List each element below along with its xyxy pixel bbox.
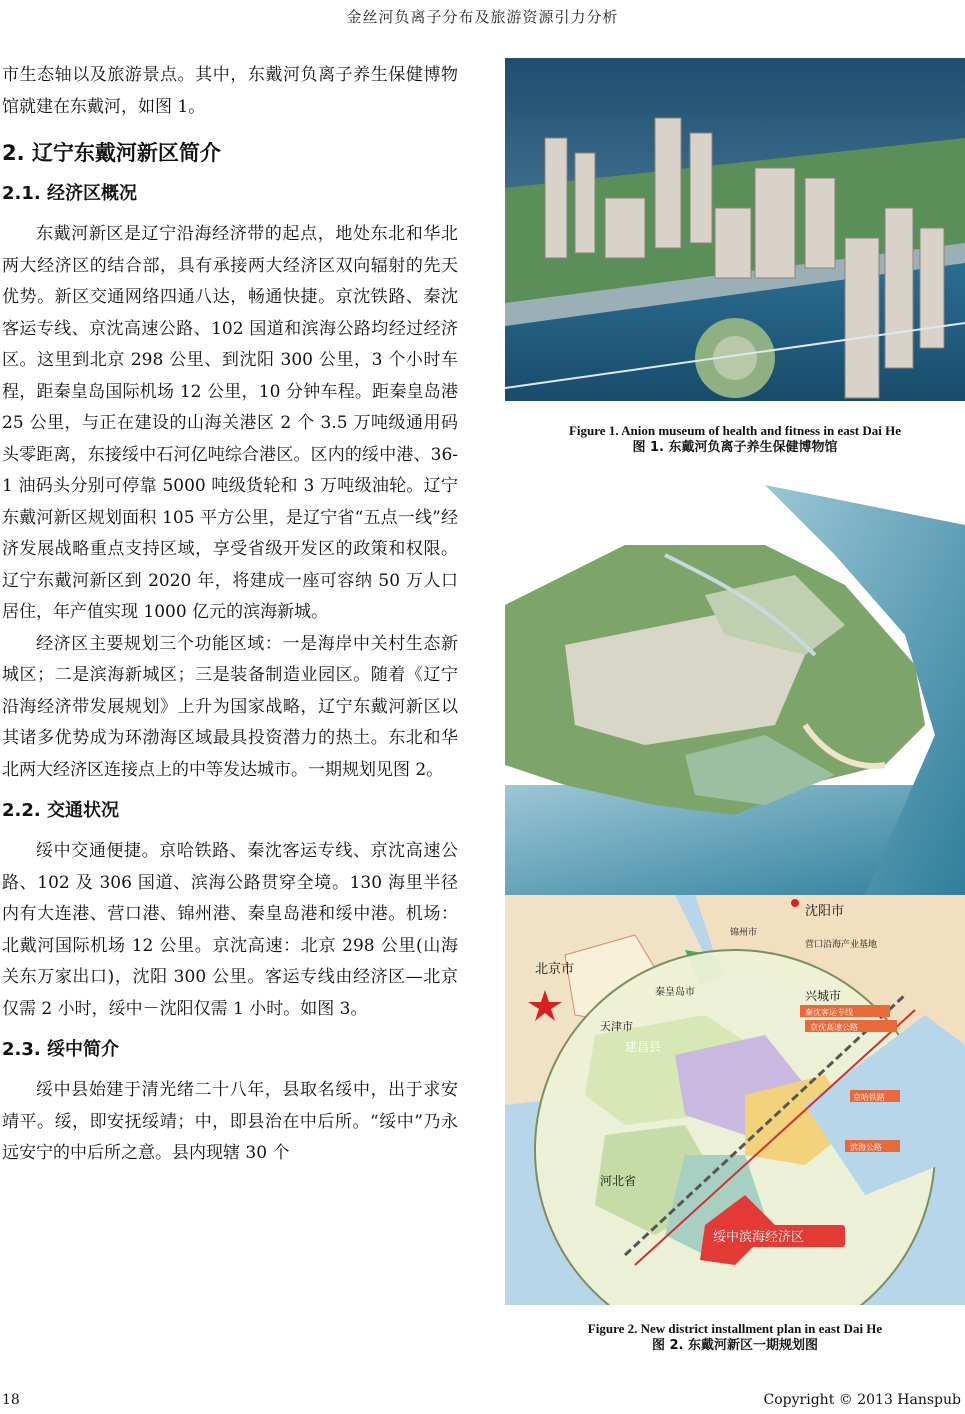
figure-1-caption <box>505 422 965 456</box>
figure-2-aerial-plan-image <box>505 485 965 895</box>
map-label-shenyang: 沈阳市 <box>805 904 845 919</box>
section-heading-2-1: 2.1. 经济区概况 <box>2 183 137 204</box>
section-heading-2-2: 2.2. 交通状况 <box>2 800 119 821</box>
map-label-jingha-rail: 京哈铁路 <box>853 1093 885 1102</box>
map-label-xingcheng: 兴城市 <box>805 989 842 1003</box>
running-head: 金丝河负离子分布及旅游资源引力分析 <box>346 8 619 26</box>
map-label-qinhuangdao: 秦皇岛市 <box>655 987 695 998</box>
map-label-jianchang: 建昌县 <box>625 1040 662 1054</box>
paragraph-economic-zone: 东戴河新区是辽宁沿海经济带的起点，地处东北和华北两大经济区的结合部，具有承接两大经济区双向辐射的先天优势。新区交通网络四通八达，畅通快捷。京沈铁路、秦沈客运专线、京沈高速公路、102 国道和滨海公路均经过经济区。这里到北京 298 公里、到沈阳 300 公里，3 个小时车程，距秦皇岛国际机场 12 公里，10 分钟车程。距秦皇岛港 25 公里，与正在建设的山海关港区 2 个 3.5 万吨级通用码头零距离，东接绥中石河亿吨综合港区。区内的绥中港、36-1 油码头分别可停靠 5000 吨级货轮和 3 万吨级油轮。辽宁东戴河新区规划面积 105 平方公里，是辽宁省“五点一线”经济发展战略重点支持区域，享受省级开发区的政策和权限。辽宁东戴河新区到 2020 年，将建成一座可容纳 50 万人口居住，年产值实现 1000 亿元的滨海新城。 <box>2 224 458 622</box>
figure-1-museum-image <box>505 58 965 401</box>
map-label-jinzhou: 锦州市 <box>730 928 758 938</box>
paragraph-suizhong: 绥中县始建于清光绪二十八年，县取名绥中，出于求安靖平。绥，即安抚绥靖；中，即县治在中后所。“绥中”乃永远安宁的中后所之意。县内现辖 30 个 <box>2 1080 458 1163</box>
map-label-highway: 京沈高速公路 <box>810 1023 858 1032</box>
section-heading-2-3: 2.3. 绥中简介 <box>2 1039 119 1060</box>
figure-1-caption-cn: 图 1. 东戴河负离子养生保健博物馆 <box>632 440 838 455</box>
figure-2-caption <box>505 1320 965 1354</box>
aerial-plan-rendering <box>505 485 965 895</box>
map-label-beijing: 北京市 <box>535 962 575 977</box>
map-label-coastal-road: 滨海公路 <box>850 1143 882 1152</box>
figure-2-caption-cn: 图 2. 东戴河新区一期规划图 <box>651 1338 819 1353</box>
map-label-economic-zone: 绥中滨海经济区 <box>713 1230 805 1245</box>
map-label-tianjin: 天津市 <box>600 1020 633 1033</box>
map-label-hebei: 河北省 <box>600 1174 637 1188</box>
section-heading-2: 2. 辽宁东戴河新区简介 <box>2 141 221 165</box>
figure-2-caption-en: Figure 2. New district installment plan in east Dai He <box>587 1321 883 1336</box>
museum-rendering <box>505 58 965 401</box>
paragraph-intro: 市生态轴以及旅游景点。其中，东戴河负离子养生保健博物馆就建在东戴河，如图 1。 <box>2 65 458 117</box>
regional-map <box>505 895 965 1305</box>
paragraph-functional-areas: 经济区主要规划三个功能区域：一是海岸中关村生态新城区；二是滨海新城区；三是装备制造业园区。随着《辽宁沿海经济带发展规划》上升为国家战略，辽宁东戴河新区以其诸多优势成为环渤海区域最具投资潜力的热土。东北和华北两大经济区连接点上的中等发达城市。一期规划见图 2。 <box>2 633 458 780</box>
map-label-yingkou: 营口沿海产业基地 <box>805 940 878 950</box>
paragraph-transport: 绥中交通便捷。京哈铁路、秦沈客运专线、京沈高速公路、102 及 306 国道、滨海公路贯穿全境。130 海里半径内有大连港、营口港、锦州港、秦皇岛港和绥中港。机场：北戴河国际机场 12 公里。京沈高速：北京 298 公里(山海关东万家出口)，沈阳 300 公里。客运专线由经济区—北京仅需 2 小时，绥中－沈阳仅需 1 小时。如图 3。 <box>2 841 458 1019</box>
figure-1-caption-en: Figure 1. Anion museum of health and fitness in east Dai He <box>568 423 901 438</box>
map-label-railway: 秦沈客运专线 <box>805 1008 853 1017</box>
figure-2-regional-map <box>505 895 965 1305</box>
copyright-notice: Copyright © 2013 Hanspub <box>763 1392 961 1408</box>
body-text-column <box>2 60 458 1170</box>
page-number: 18 <box>2 1392 20 1408</box>
